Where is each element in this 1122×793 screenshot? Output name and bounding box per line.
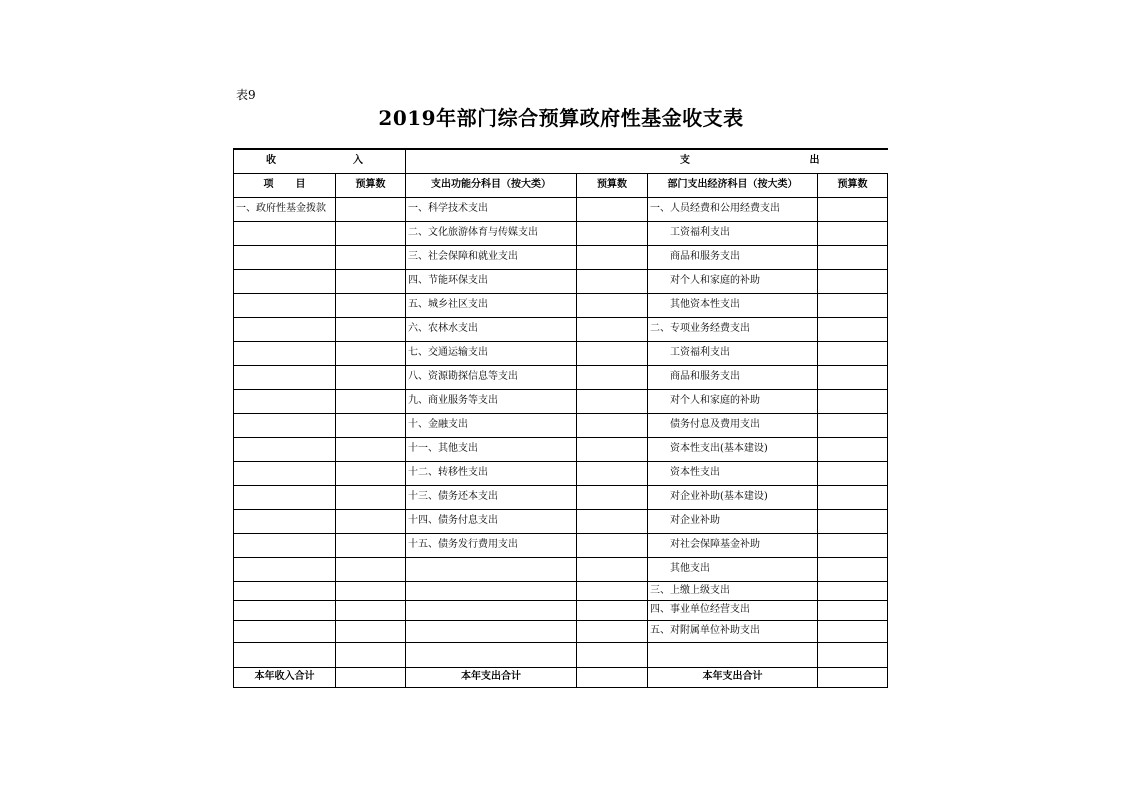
func-item-cell: 十二、转移性支出 — [406, 461, 577, 485]
table-row — [234, 269, 888, 293]
income-budget-cell — [336, 642, 406, 667]
income-budget-cell — [336, 341, 406, 365]
econ-item-cell: 工资福利支出 — [648, 341, 818, 365]
func-item-cell: 十、金融支出 — [406, 413, 577, 437]
income-budget-cell — [336, 197, 406, 221]
func-budget-cell — [577, 317, 648, 341]
income-item-cell — [234, 557, 336, 581]
total-func-budget — [577, 667, 648, 687]
func-item-cell: 一、科学技术支出 — [406, 197, 577, 221]
page-title: 2019年部门综合预算政府性基金收支表 — [378, 106, 744, 130]
econ-budget-cell — [818, 485, 888, 509]
income-item-cell — [234, 509, 336, 533]
budget-table — [233, 148, 888, 688]
income-item-cell — [234, 269, 336, 293]
econ-budget-cell — [818, 341, 888, 365]
econ-item-cell: 对个人和家庭的补助 — [648, 269, 818, 293]
income-budget-cell — [336, 437, 406, 461]
func-item-cell: 二、文化旅游体育与传媒支出 — [406, 221, 577, 245]
econ-item-cell: 资本性支出(基本建设) — [648, 437, 818, 461]
table-row — [234, 461, 888, 485]
func-item-cell: 十五、债务发行费用支出 — [406, 533, 577, 557]
econ-budget-cell — [818, 509, 888, 533]
econ-budget-cell — [818, 317, 888, 341]
table-label: 表9 — [236, 88, 256, 102]
column-header-row — [234, 173, 888, 197]
func-budget-cell — [577, 642, 648, 667]
func-item-cell: 六、农林水支出 — [406, 317, 577, 341]
econ-budget-cell — [818, 221, 888, 245]
header-budget-func: 预算数 — [577, 173, 648, 197]
func-budget-cell — [577, 600, 648, 620]
income-budget-cell — [336, 461, 406, 485]
econ-budget-cell — [818, 413, 888, 437]
total-expense-func-label: 本年支出合计 — [406, 667, 577, 687]
func-budget-cell — [577, 293, 648, 317]
total-econ-budget — [818, 667, 888, 687]
income-item-cell — [234, 600, 336, 620]
totals-row — [234, 667, 888, 687]
total-income-label: 本年收入合计 — [234, 667, 336, 687]
income-budget-cell — [336, 533, 406, 557]
econ-item-cell: 二、专项业务经费支出 — [648, 317, 818, 341]
func-item-cell — [406, 557, 577, 581]
income-budget-cell — [336, 413, 406, 437]
func-item-cell: 十四、债务付息支出 — [406, 509, 577, 533]
econ-item-cell: 一、人员经费和公用经费支出 — [648, 197, 818, 221]
table-row — [234, 293, 888, 317]
econ-item-cell: 债务付息及费用支出 — [648, 413, 818, 437]
econ-budget-cell — [818, 581, 888, 600]
func-budget-cell — [577, 413, 648, 437]
table-row — [234, 413, 888, 437]
econ-item-cell: 对个人和家庭的补助 — [648, 389, 818, 413]
func-budget-cell — [577, 533, 648, 557]
func-item-cell — [406, 581, 577, 600]
func-budget-cell — [577, 461, 648, 485]
func-budget-cell — [577, 269, 648, 293]
income-budget-cell — [336, 620, 406, 642]
func-item-cell: 三、社会保障和就业支出 — [406, 245, 577, 269]
func-item-cell: 五、城乡社区支出 — [406, 293, 577, 317]
econ-item-cell: 三、上缴上级支出 — [648, 581, 818, 600]
func-item-cell: 九、商业服务等支出 — [406, 389, 577, 413]
func-item-cell — [406, 620, 577, 642]
econ-budget-cell — [818, 642, 888, 667]
table-row — [234, 197, 888, 221]
income-budget-cell — [336, 509, 406, 533]
income-item-cell — [234, 437, 336, 461]
income-item-cell — [234, 245, 336, 269]
income-budget-cell — [336, 557, 406, 581]
income-budget-cell — [336, 317, 406, 341]
func-budget-cell — [577, 509, 648, 533]
econ-item-cell: 商品和服务支出 — [648, 245, 818, 269]
func-budget-cell — [577, 485, 648, 509]
econ-budget-cell — [818, 461, 888, 485]
table-row — [234, 317, 888, 341]
func-item-cell: 四、节能环保支出 — [406, 269, 577, 293]
total-expense-econ-label: 本年支出合计 — [648, 667, 818, 687]
econ-item-cell: 其他支出 — [648, 557, 818, 581]
econ-budget-cell — [818, 269, 888, 293]
func-item-cell: 十一、其他支出 — [406, 437, 577, 461]
econ-budget-cell — [818, 620, 888, 642]
econ-item-cell: 工资福利支出 — [648, 221, 818, 245]
econ-budget-cell — [818, 600, 888, 620]
table-row — [234, 581, 888, 600]
econ-item-cell: 对企业补助(基本建设) — [648, 485, 818, 509]
income-item-cell — [234, 533, 336, 557]
income-item-cell — [234, 389, 336, 413]
table-row — [234, 341, 888, 365]
income-item-cell — [234, 461, 336, 485]
econ-budget-cell — [818, 389, 888, 413]
income-budget-cell — [336, 485, 406, 509]
income-budget-cell — [336, 269, 406, 293]
header-budget-income: 预算数 — [336, 173, 406, 197]
income-item-cell: 一、政府性基金拨款 — [234, 197, 336, 221]
table-row — [234, 557, 888, 581]
econ-item-cell: 五、对附属单位补助支出 — [648, 620, 818, 642]
econ-budget-cell — [818, 365, 888, 389]
income-budget-cell — [336, 389, 406, 413]
func-budget-cell — [577, 389, 648, 413]
header-item: 项 目 — [234, 173, 336, 197]
econ-item-cell: 四、事业单位经营支出 — [648, 600, 818, 620]
func-budget-cell — [577, 365, 648, 389]
econ-item-cell: 其他资本性支出 — [648, 293, 818, 317]
income-item-cell — [234, 642, 336, 667]
income-budget-cell — [336, 365, 406, 389]
table-row — [234, 365, 888, 389]
income-item-cell — [234, 413, 336, 437]
func-budget-cell — [577, 221, 648, 245]
table-row — [234, 642, 888, 667]
func-item-cell: 十三、债务还本支出 — [406, 485, 577, 509]
func-item-cell: 七、交通运输支出 — [406, 341, 577, 365]
total-income-budget — [336, 667, 406, 687]
header-budget-econ: 预算数 — [818, 173, 888, 197]
econ-item-cell: 对企业补助 — [648, 509, 818, 533]
table-row — [234, 485, 888, 509]
income-item-cell — [234, 341, 336, 365]
table-row — [234, 245, 888, 269]
func-budget-cell — [577, 197, 648, 221]
func-item-cell — [406, 600, 577, 620]
income-budget-cell — [336, 221, 406, 245]
income-item-cell — [234, 581, 336, 600]
econ-item-cell: 商品和服务支出 — [648, 365, 818, 389]
econ-budget-cell — [818, 245, 888, 269]
income-budget-cell — [336, 245, 406, 269]
econ-budget-cell — [818, 437, 888, 461]
table-row — [234, 533, 888, 557]
income-item-cell — [234, 620, 336, 642]
func-budget-cell — [577, 437, 648, 461]
econ-item-cell — [648, 642, 818, 667]
table-row — [234, 509, 888, 533]
header-func-class: 支出功能分科目（按大类） — [406, 173, 577, 197]
econ-budget-cell — [818, 197, 888, 221]
table-row — [234, 389, 888, 413]
income-budget-cell — [336, 581, 406, 600]
func-item-cell — [406, 642, 577, 667]
expense-section-header: 支 出 — [406, 149, 888, 173]
income-item-cell — [234, 365, 336, 389]
func-budget-cell — [577, 620, 648, 642]
econ-budget-cell — [818, 293, 888, 317]
income-item-cell — [234, 293, 336, 317]
func-item-cell: 八、资源勘探信息等支出 — [406, 365, 577, 389]
econ-item-cell: 资本性支出 — [648, 461, 818, 485]
econ-item-cell: 对社会保障基金补助 — [648, 533, 818, 557]
table-row — [234, 221, 888, 245]
table-row — [234, 600, 888, 620]
func-budget-cell — [577, 581, 648, 600]
section-header-row — [234, 149, 888, 173]
income-section-header: 收 入 — [234, 149, 406, 173]
table-row — [234, 437, 888, 461]
func-budget-cell — [577, 245, 648, 269]
econ-budget-cell — [818, 533, 888, 557]
econ-budget-cell — [818, 557, 888, 581]
func-budget-cell — [577, 341, 648, 365]
func-budget-cell — [577, 557, 648, 581]
income-item-cell — [234, 221, 336, 245]
income-item-cell — [234, 317, 336, 341]
header-econ-class: 部门支出经济科目（按大类） — [648, 173, 818, 197]
income-item-cell — [234, 485, 336, 509]
table-row — [234, 620, 888, 642]
income-budget-cell — [336, 293, 406, 317]
income-budget-cell — [336, 600, 406, 620]
